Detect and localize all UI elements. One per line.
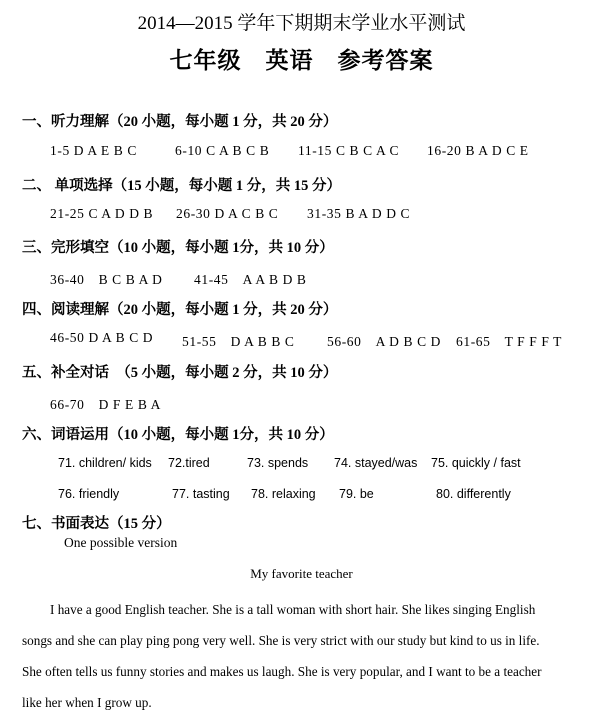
answer-item: 72.tired [168,456,210,470]
answer-group: 56-60 A D B C D [327,334,442,349]
section-heading-word-use: 六、词语运用（10 小题，每小题 1分，共 10 分） [22,427,334,443]
answer-group: 6-10 C A B C B [175,143,270,158]
answer-item: 75. quickly / fast [431,456,521,470]
answer-group: 1-5 D A E B C [50,143,137,158]
answer-group: 51-55 D A B B C [182,334,295,349]
answer-group: 66-70 D F E B A [50,397,162,412]
answer-group: 11-15 C B C A C [298,143,400,158]
answer-item: 78. relaxing [251,487,316,501]
answer-item: 80. differently [436,487,511,501]
page-title: 2014—2015 学年下期期末学业水平测试 [137,13,466,34]
answer-item: 73. spends [247,456,309,470]
section-heading-cloze: 三、完形填空（10 小题，每小题 1分，共 10 分） [22,240,334,256]
answer-group: 61-65 T F F F T [456,334,563,349]
answer-group: 16-20 B A D C E [427,143,529,158]
section-heading-listening: 一、听力理解（20 小题，每小题 1 分，共 20 分） [22,114,338,130]
page-subtitle: 七年级 英语 参考答案 [169,48,434,73]
answer-item: 76. friendly [58,487,120,501]
section-heading-single-choice: 二、 单项选择（15 小题，每小题 1 分，共 15 分） [22,178,341,194]
answer-group: 36-40 B C B A D [50,272,163,287]
answer-group: 41-45 A A B D B [194,272,307,287]
version-label: One possible version [64,535,178,550]
answer-group: 46-50 D A B C D [50,330,154,345]
answer-item: 79. be [339,487,374,501]
section-heading-reading: 四、阅读理解（20 小题，每小题 1 分，共 20 分） [22,302,338,318]
answer-item: 74. stayed/was [334,456,418,470]
answer-group: 31-35 B A D D C [307,206,411,221]
answer-group: 26-30 D A C B C [176,206,279,221]
section-heading-dialogue: 五、补全对话 （5 小题，每小题 2 分，共 10 分） [22,365,338,381]
section-heading-writing: 七、书面表达（15 分） [22,516,171,532]
answer-item: 71. children/ kids [58,456,152,470]
answer-group: 21-25 C A D D B [50,206,154,221]
essay-line: She often tells us funny stories and makes us laugh. She is very popular, and I want to be a teacher [22,664,542,679]
essay-title: My favorite teacher [250,566,353,581]
essay-line: songs and she can play ping pong very well. She is very strict with our study but kind to us in life. [22,633,540,648]
essay-line: I have a good English teacher. She is a tall woman with short hair. She likes singing English [50,602,536,617]
essay-line: like her when I grow up. [22,695,152,710]
answer-item: 77. tasting [172,487,230,501]
